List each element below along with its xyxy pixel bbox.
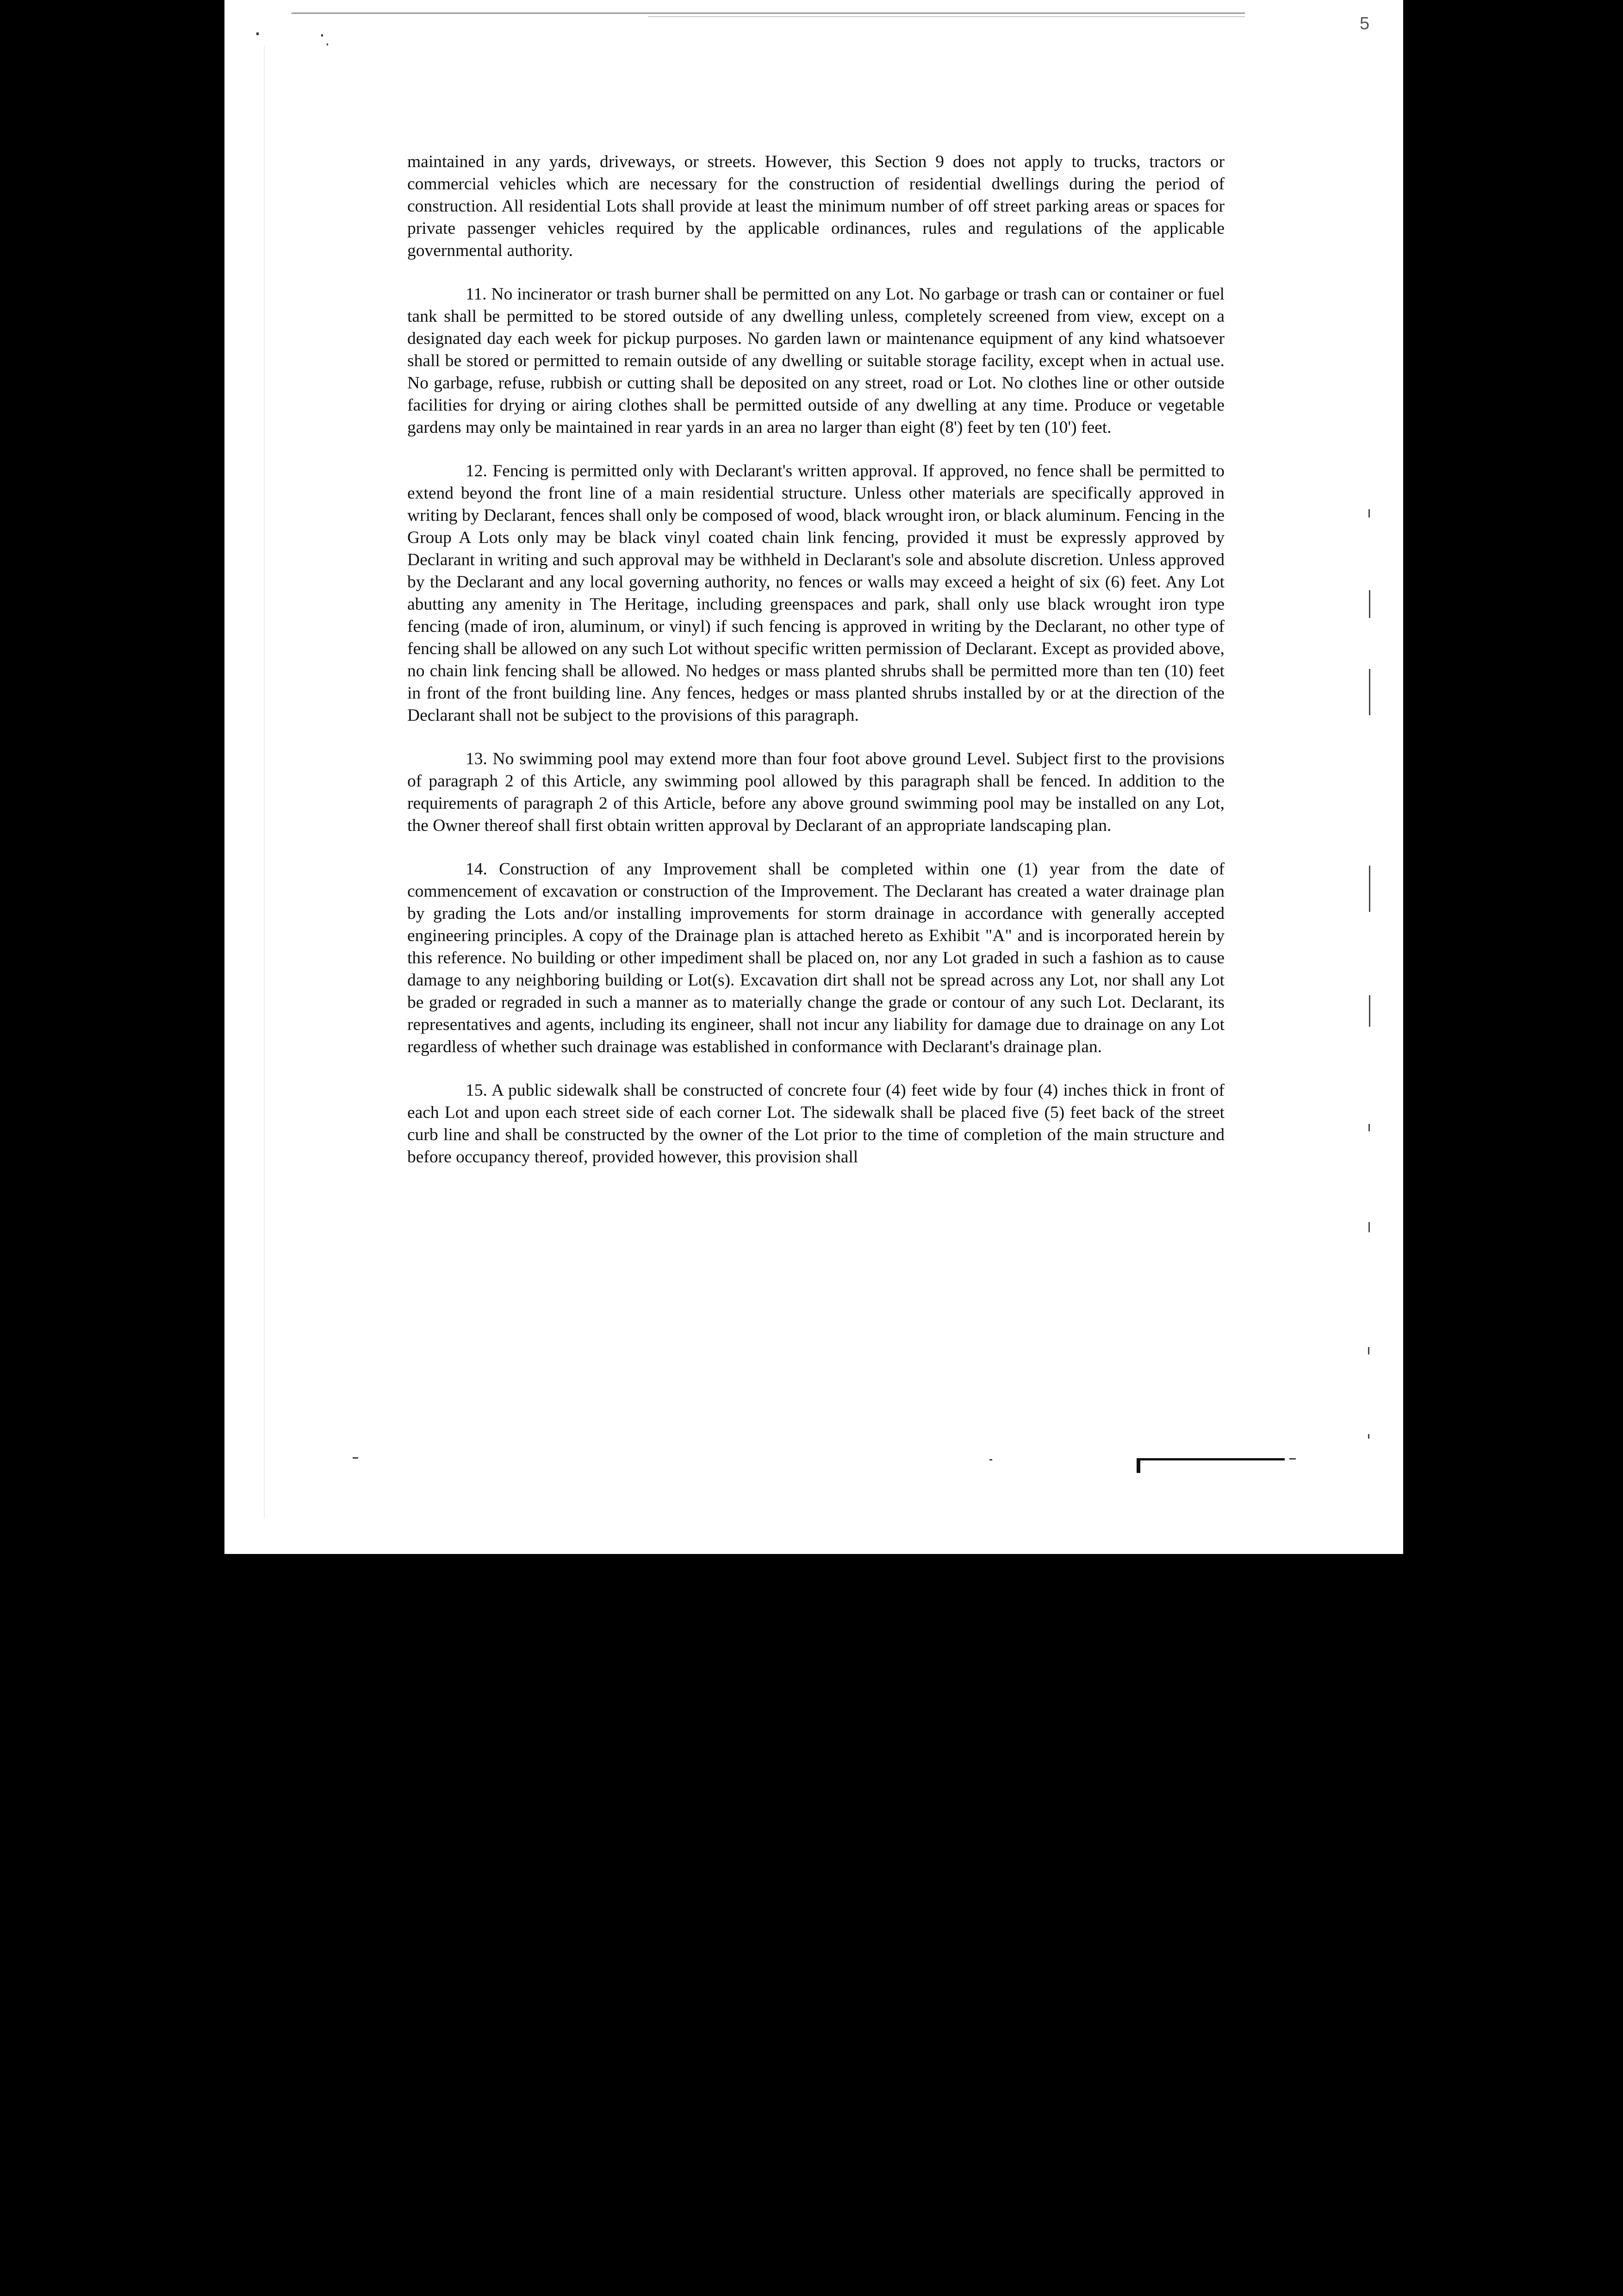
scan-speck — [353, 1457, 358, 1459]
paragraph-continuation: maintained in any yards, driveways, or streets. However, this Section 9 does not apply to trucks, tractors or commercial vehicles which are necessary for the construction of residential dwellings during the period of construction. All residential Lots shall provide at least the minimum number of off street parking areas or spaces for private passenger vehicles required by the applicable ordinances, rules and regulations of the applicable governmental authority. — [407, 152, 1225, 260]
scan-top-rule-secondary — [648, 16, 1245, 17]
scan-margin-artifact — [264, 46, 265, 1518]
scan-margin-mark — [1368, 1124, 1370, 1131]
scan-speck — [321, 34, 323, 37]
paragraph-13: 13. No swimming pool may extend more than four foot above ground Level. Subject first to the provisions of paragraph 2 of this Article, any swimming pool allowed by this paragraph shall be fenced. In addition to the requirements of paragraph 2 of this Article, before any above ground swimming pool may be installed on any Lot, the Owner thereof shall first obtain written approval by Declarant of an appropriate landscaping plan. — [407, 749, 1225, 835]
scan-margin-mark — [1368, 1434, 1369, 1439]
paragraph-14: 14. Construction of any Improvement shall be completed within one (1) year from the date of commencement of excavation or construction of the Improvement. The Declarant has created a water drainage plan by grading the Lots and/or installing improvements for storm drainage in accordance with generally accepted engineering principles. A copy of the Drainage plan is attached hereto as Exhibit "A" and is incorporated herein by this reference. No building or other impediment shall be placed on, nor any Lot graded in such a fashion as to cause damage to any neighboring building or Lot(s). Excavation dirt shall not be spread across any Lot, nor shall any Lot be graded or regraded in such a manner as to materially change the grade or contour of any such Lot. Declarant, its representatives and agents, including its engineer, shall not incur any liability for damage due to drainage on any Lot regardless of whether such drainage was established in conformance with Declarant's drainage plan. — [407, 860, 1225, 1056]
scan-corner-bracket-stem — [1137, 1459, 1140, 1473]
paragraph-12: 12. Fencing is permitted only with Declarant's written approval. If approved, no fence shall be permitted to extend beyond the front line of a main residential structure. Unless other materials are specifically approved in writing by Declarant, fences shall only be composed of wood, black wrought iron, or black aluminum. Fencing in the Group A Lots only may be black vinyl coated chain link fencing, provided it must be expressly approved by Declarant in writing and such approval may be withheld in Declarant's sole and absolute discretion. Unless approved by the Declarant and any local governing authority, no fences or walls may exceed a height of six (6) feet. Any Lot abutting any amenity in The Heritage, including greenspaces and park, shall only use black wrought iron type fencing (made of iron, aluminum, or vinyl) if such fencing is approved in writing by the Declarant, no other type of fencing shall be allowed on any such Lot without specific written permission of Declarant. Except as provided above, no chain link fencing shall be allowed. No hedges or mass planted shrubs shall be permitted more than ten (10) feet in front of the front building line. Any fences, hedges or mass planted shrubs installed by or at the direction of the Declarant shall not be subject to the provisions of this paragraph. — [407, 462, 1225, 725]
scan-top-rule — [292, 12, 1245, 14]
paragraph-15: 15. A public sidewalk shall be constructed of concrete four (4) feet wide by four (4) inches thick in front of each Lot and upon each street side of each corner Lot. The sidewalk shall be placed five (5) feet back of the street curb line and shall be constructed by the owner of the Lot prior to the time of completion of the main structure and before occupancy thereof, provided however, this provision shall — [407, 1081, 1225, 1167]
scan-corner-bracket — [1137, 1458, 1285, 1460]
scan-margin-mark — [1368, 1222, 1370, 1232]
document-body — [407, 151, 1225, 1190]
scan-speck — [256, 32, 259, 35]
scan-margin-mark — [1369, 995, 1370, 1027]
scan-speck — [327, 44, 328, 45]
scan-speck — [989, 1459, 992, 1460]
scan-margin-mark — [1369, 669, 1370, 715]
page-number: 5 — [1360, 14, 1370, 33]
scan-speck — [1289, 1458, 1296, 1460]
scan-margin-mark — [1369, 866, 1370, 912]
scan-margin-mark — [1368, 509, 1370, 518]
paragraph-11: 11. No incinerator or trash burner shall be permitted on any Lot. No garbage or trash can or container or fuel tank shall be permitted to be stored outside of any dwelling unless, completely screened from view, except on a designated day each week for pickup purposes. No garden lawn or maintenance equipment of any kind whatsoever shall be stored or permitted to remain outside of any dwelling or suitable storage facility, except when in actual use. No garbage, refuse, rubbish or cutting shall be deposited on any street, road or Lot. No clothes line or other outside facilities for drying or airing clothes shall be permitted outside of any dwelling at any time. Produce or vegetable gardens may only be maintained in rear yards in an area no larger than eight (8') feet by ten (10') feet. — [407, 285, 1225, 437]
scan-margin-mark — [1369, 590, 1370, 618]
scan-margin-mark — [1368, 1347, 1369, 1354]
